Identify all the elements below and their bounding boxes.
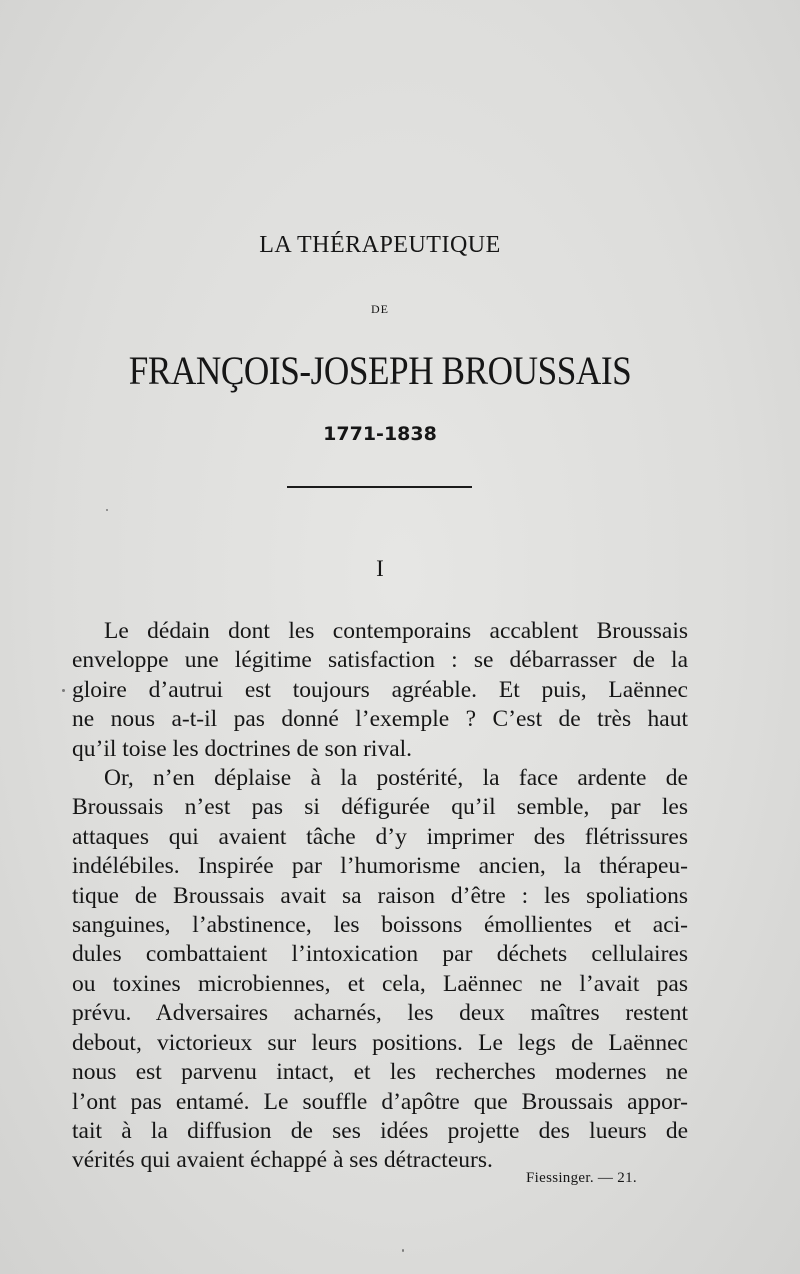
text-line: indélébiles. Inspirée par l’humorisme ancien, la thérapeu- xyxy=(72,853,688,880)
paper-speck xyxy=(62,689,65,692)
text-line: Le dédain dont les contemporains accablent Broussais xyxy=(104,618,688,644)
text-line: sanguines, l’abstinence, les boissons émollientes et aci- xyxy=(72,912,688,939)
text-line: debout, victorieux sur leurs positions. Le legs de Laënnec xyxy=(72,1029,688,1056)
text-line: attaques qui avaient tâche d’y imprimer des flétrissures xyxy=(72,823,688,850)
paper-speck xyxy=(402,1249,404,1252)
text-line: dules combattaient l’intoxication par déchets cellulaires xyxy=(72,941,688,968)
text-line: Or, n’en déplaise à la postérité, la face ardente de xyxy=(104,765,688,792)
text-line: ou toxines microbiennes, et cela, Laënnec ne l’avait pas xyxy=(72,970,688,997)
text-line: ne nous a-t-il pas donné l’exemple ? C’est de très haut xyxy=(72,706,688,733)
section-title: LA THÉRAPEUTIQUE xyxy=(259,232,501,258)
paper-speck xyxy=(106,509,108,511)
text-line: vérités qui avaient échappé à ses détracteurs. xyxy=(72,1147,493,1174)
text-line: enveloppe une légitime satisfaction : se débarrasser de la xyxy=(72,647,688,674)
text-line: nous est parvenu intact, et les recherches modernes ne xyxy=(72,1059,688,1086)
body-text xyxy=(72,617,688,1176)
text-line: l’ont pas entamé. Le souffle d’apôtre que Broussais appor- xyxy=(72,1088,688,1115)
title-connector: DE xyxy=(371,302,389,316)
text-line: gloire d’autrui est toujours agréable. Et puis, Laënnec xyxy=(72,676,688,703)
text-line: qu’il toise les doctrines de son rival. xyxy=(72,735,413,762)
title-dates: 1771-1838 xyxy=(323,423,437,445)
title-rule xyxy=(287,486,472,488)
text-line: Broussais n’est pas si défigurée qu’il semble, par les xyxy=(72,794,688,821)
page-footer: Fiessinger. — 21. xyxy=(526,1170,637,1186)
text-line: prévu. Adversaires acharnés, les deux maîtres restent xyxy=(72,1000,688,1027)
chapter-number: I xyxy=(376,556,384,581)
page-title: FRANÇOIS-JOSEPH BROUSSAIS xyxy=(128,348,632,393)
text-line: tique de Broussais avait sa raison d’être : les spoliations xyxy=(72,882,688,909)
text-line: tait à la diffusion de ses idées projette des lueurs de xyxy=(72,1117,688,1144)
